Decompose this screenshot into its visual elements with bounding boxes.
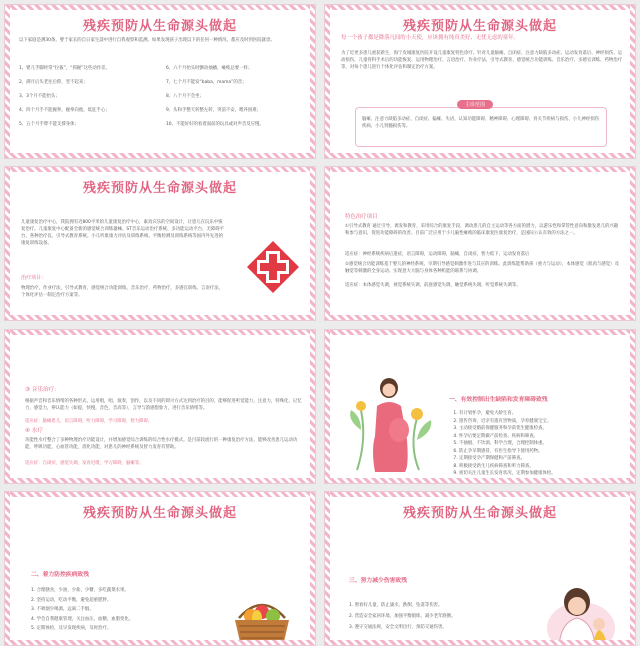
list-item: 6、六个月抬头时颤动抽搐，瘫痪总要一样； <box>166 66 253 71</box>
note-1: 适应症：神经系统疾病后遗症，语言障碍，运动障碍，脑瘫，自闭症，智力低下，运动发育落后 <box>345 252 530 257</box>
slide-3[interactable] <box>4 166 316 321</box>
list-item: 8、八个月不会坐； <box>166 94 204 99</box>
note-2: 适应症：本体感觉失调，视觉系统失调，前庭感觉失调，触觉系统失调，听觉系统失调等。 <box>345 283 521 288</box>
list-item: 5、五个月手臂不能支撑身体； <box>19 122 79 127</box>
list-item: 2、满月后头老往后仰，竖不起来； <box>19 80 88 85</box>
list-item: 3、3个月不能抬头； <box>19 94 60 99</box>
music-note: 适应症：脑瘫患儿，语言障碍，听力障碍，学习障碍，智力障碍。 <box>25 419 153 424</box>
list-item: 2. 遗传咨询，近亲有遗有害物质，孕育健康宝宝。 <box>459 418 636 426</box>
list-item: 1. 有计划怀孕，避免大龄生育。 <box>459 410 636 418</box>
border-left <box>325 330 330 483</box>
slide-title: 残疾预防从生命源头做起 <box>82 19 237 34</box>
list-item: 2. 营造安全家居环境，加强平衡锻炼，减少老年跌倒。 <box>349 614 456 619</box>
list-item: 4. 学会自我健康管理，关注血压，血糖，血脂变化。 <box>31 616 134 622</box>
hydro-heading: ④ 水疗 <box>25 428 43 434</box>
slide-4[interactable] <box>324 166 636 321</box>
list-item: 8. 积极接受新生儿疾病筛查和听力筛查。 <box>459 463 636 471</box>
pregnant-woman-illustration <box>347 370 437 476</box>
intro-text: 儿童康复治疗中心，我院拥有近800平米的儿童康复治疗中心，素真宾乐的空间设计，让患儿在玩乐中恢复治疗。儿童康复中心配备全新的感觉统合训练器械、ST音乐运动治疗系统、多功能运动平台、无障碍平台、各种治疗仪、引导式教育系统。小儿听康康力评估及训练系统、平衡检测及训练系统等国内外先进的康复训练设备。 <box>21 220 225 246</box>
list-item: 9. 密切关注儿童生长发育状况，定期参加健康体检。 <box>459 470 636 478</box>
list-item: 4、四个月手不能握拳，握拳向他，低征手心； <box>19 108 110 113</box>
injury-list <box>349 600 529 633</box>
list-item: 1. 照看好儿童，防止溺水，跌倒，坠落等伤害。 <box>349 603 443 608</box>
list-item: 3. 遵守交通法规，安全文明出行，预防交通伤害。 <box>349 625 447 630</box>
para-2: ②感觉统合功能训练基于婴儿的神经系统、早期引导感觉刺激作进与其应的训练。此训练能帮助孩（重力与运动）、本体感觉（肌肉与感觉）及触觉等刺激的全身运动。实现意大大脑与身体各种机能的联系与协调。 <box>345 262 619 274</box>
list-item: 3. 不吸烟少喝酒，远离二手烟。 <box>31 607 94 612</box>
list-item: 7. 定期接受孕产期保健和产前筛查。 <box>459 455 636 463</box>
scope-text: 脑瘫、注意力缺陷多动症、自闭症、偏瘫、失语、认知功能障碍、精神障碍、心理障碍、骨关节疾病与损伤、小儿神经损伤疾病、小儿肾髓损伤等。 <box>362 117 600 129</box>
scope-box <box>355 107 607 147</box>
intro-text: 为了近更多患儿重获新生，海宁皮城康复医院开设儿童康复特色诊疗。针对儿童脑瘫、自闭症、注意力缺陷多动症、运动发育落后、神经损伤、运动损伤、儿童骨科手术后的功能恢复、运用物理治疗、言语治疗、作业疗法、引导式教育、感觉统合功能训练、音乐治疗、多感官训练、药物治疗等，对每个患儿进行个体化评估和制定治疗方案。 <box>341 51 623 70</box>
list-item: 1. 合理膳食，少油，少盐，少糖，多吃蔬菜水果。 <box>31 588 129 593</box>
hydro-note: 适应症：自闭症，感觉失调，发育迟缓，学习障碍，脑瘫等。 <box>25 461 144 466</box>
slide-8[interactable] <box>324 491 636 646</box>
list-item: 7、七个月不能发“baba，mama”的音； <box>166 80 247 85</box>
list-item: 5. 不抽烟、不饮酒，科学合理，合理控制体重。 <box>459 440 636 448</box>
para-1: ①引导式教育 通过引导，诱发和教育，采用综合的康复手段，调动患儿的自主运动等各方面的潜力，以游乐性和掌管性意向和激发患儿的兴趣和参与意识，促进功能障碍的改善。目前广泛应用于小儿脑性瘫痪的临床康复医康复治疗，是国际公认有效的方法之一。 <box>345 224 619 236</box>
injury-heading: 三、努力减少伤害致残 <box>349 578 407 584</box>
disease-heading: 二、着力防控疾病致残 <box>31 572 89 578</box>
slide-title: 残疾预防从生命源头做起 <box>402 19 557 34</box>
sub-heading: 特色治疗项目 <box>345 214 378 220</box>
medical-cross-icon <box>245 239 301 295</box>
list-item: 9、头和手整天转整左转，突前不安，喂养困难； <box>166 108 261 113</box>
list-item: 6. 防止孕早期感冒，有医生指导下使用药物。 <box>459 448 636 456</box>
slide-title: 残疾预防从生命源头做起 <box>82 181 237 196</box>
prevention-list <box>449 410 636 478</box>
list-item: 1、婴儿手脚经常“拉拔”，“抓握”这些动作差。 <box>19 66 110 71</box>
headline: 每一个孩子都是降落凡间的小天使，应该拥有纯真美好、无忧无虑的童年。 <box>341 35 519 41</box>
slide-7[interactable] <box>4 491 316 646</box>
border-right <box>310 330 315 483</box>
disease-list <box>31 586 221 634</box>
list-item: 3. 主动接受婚前保健服务和孕前优生健康检查。 <box>459 425 636 433</box>
sub-heading: 治疗项目： <box>21 275 47 281</box>
slide-1[interactable] <box>4 4 316 159</box>
slide-6[interactable] <box>324 329 636 484</box>
slide-5[interactable] <box>4 329 316 484</box>
intro-text: 以下家庭是测30条。婴于家长的自日家生談中进行自我观察和监测。如果发现孩子出现以下的任何一种情况，都应及时到医院就诊。 <box>19 38 275 43</box>
border-left <box>5 330 10 483</box>
border-right <box>630 167 635 320</box>
border-left <box>325 167 330 320</box>
scope-pill: 主诊范围 <box>457 100 493 109</box>
list-item: 4. 怀孕后要定期做产前检查、疾病和筛查。 <box>459 433 636 441</box>
slide-title: 残疾预防从生命源头做起 <box>82 506 237 521</box>
music-heading: ③ 音乐治疗： <box>25 387 60 393</box>
slide-2[interactable] <box>324 4 636 159</box>
symptom-list <box>19 65 303 127</box>
slide-title: 残疾预防从生命源头做起 <box>402 506 557 521</box>
list-item: 2. 坚持运动，吃动平衡，避免超重肥胖。 <box>31 597 112 603</box>
list-item: 10、不能好好的看着面前的玩具或对声音反应慢。 <box>166 122 264 127</box>
mother-child-illustration <box>533 584 623 646</box>
fruit-basket-illustration <box>231 596 293 646</box>
items-text: 物理治疗，作业疗法，引导式教育，感觉统合功能训练，音乐治疗，药物治疗，多感官训练，言语疗法，个体化评估一制定治疗方案等。 <box>21 286 223 298</box>
hydro-text: 功能性水疗整合了多种物理治疗功能设计，并增加感觉综合训练的综合性水疗模式。是目前较流行的一种康复治疗方法，能够改善患儿运动功能，呼吸功能，心血管功能，消化功能，对患儿的神经系统及智力发育有帮助。 <box>25 438 298 450</box>
music-text: 根据声音和音乐情绪的各种形式，运用唱，唱，演奏，创作，以及不同的即兴方式达到治疗的目的，能够促进听觉能力，注意力，特殊化，记忆力，感觉力，辨认能力（如提，快慢，音色，音高等），言导与韵感想象力，进行音乐情绪等。 <box>25 399 302 411</box>
list-item: 5. 定期体检，及早发现疾病，及时治疗。 <box>31 626 112 631</box>
prevention-heading: 一、有效控制出生缺陷和发育障碍致残 <box>449 397 548 403</box>
